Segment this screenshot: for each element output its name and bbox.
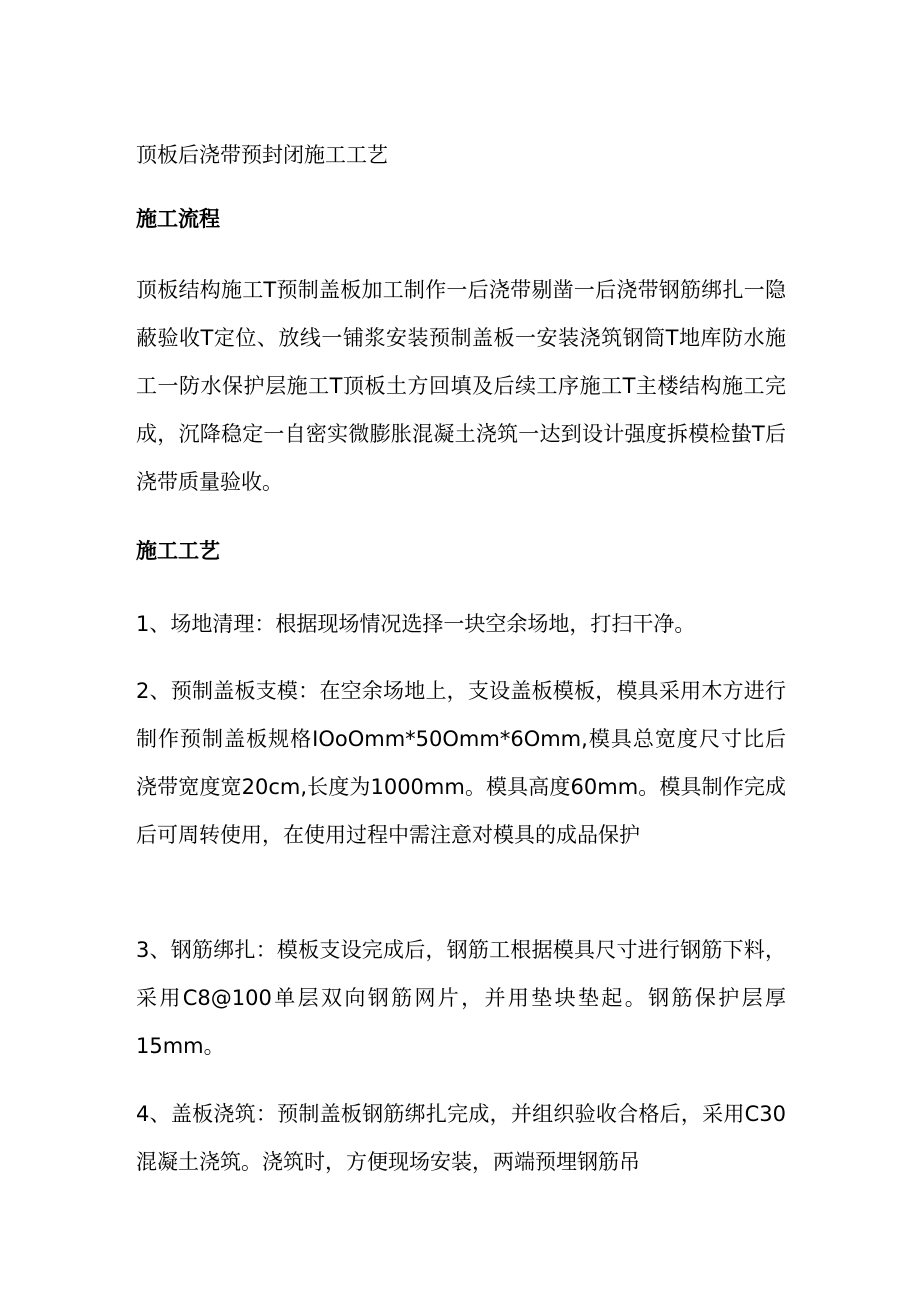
step-precast-cover-formwork: 2、预制盖板支模：在空余场地上，支设盖板模板，模具采用木方进行制作预制盖板规格IOoOmm*50Omm*6Omm,模具总宽度尺寸比后浇带宽度宽20cm,长度为1000mm。模具高度60mm。模具制作完成后可周转使用，在使用过程中需注意对模具的成品保护 <box>136 679 786 847</box>
step-site-cleaning: 1、场地清理：根据现场情况选择一块空余场地，打扫干净。 <box>136 612 696 636</box>
section-heading-construction-technique: 施工工艺 <box>136 539 220 563</box>
process-flow-paragraph: 顶板结构施工T预制盖板加工制作一后浇带剔凿一后浇带钢筋绑扎一隐蔽验收T定位、放线一铺浆安装预制盖板一安装浇筑钢筒T地库防水施工一防水保护层施工T顶板土方回填及后续工序施工T主楼结构施工完成，沉降稳定一自密实微膨胀混凝土浇筑一达到设计强度拆模检蛰T后浇带质量验收。 <box>136 278 786 494</box>
step-cover-pouring: 4、盖板浇筑：预制盖板钢筋绑扎完成，并组织验收合格后，采用C30混凝土浇筑。浇筑时，方便现场安装，两端预埋钢筋吊 <box>136 1102 786 1174</box>
section-heading-construction-process: 施工流程 <box>136 207 220 231</box>
step-rebar-binding: 3、钢筋绑扎：模板支设完成后，钢筋工根据模具尺寸进行钢筋下料，采用C8@100单层双向钢筋网片，并用垫块垫起。钢筋保护层厚15mm。 <box>136 938 786 1058</box>
document-title: 顶板后浇带预封闭施工工艺 <box>136 143 388 167</box>
